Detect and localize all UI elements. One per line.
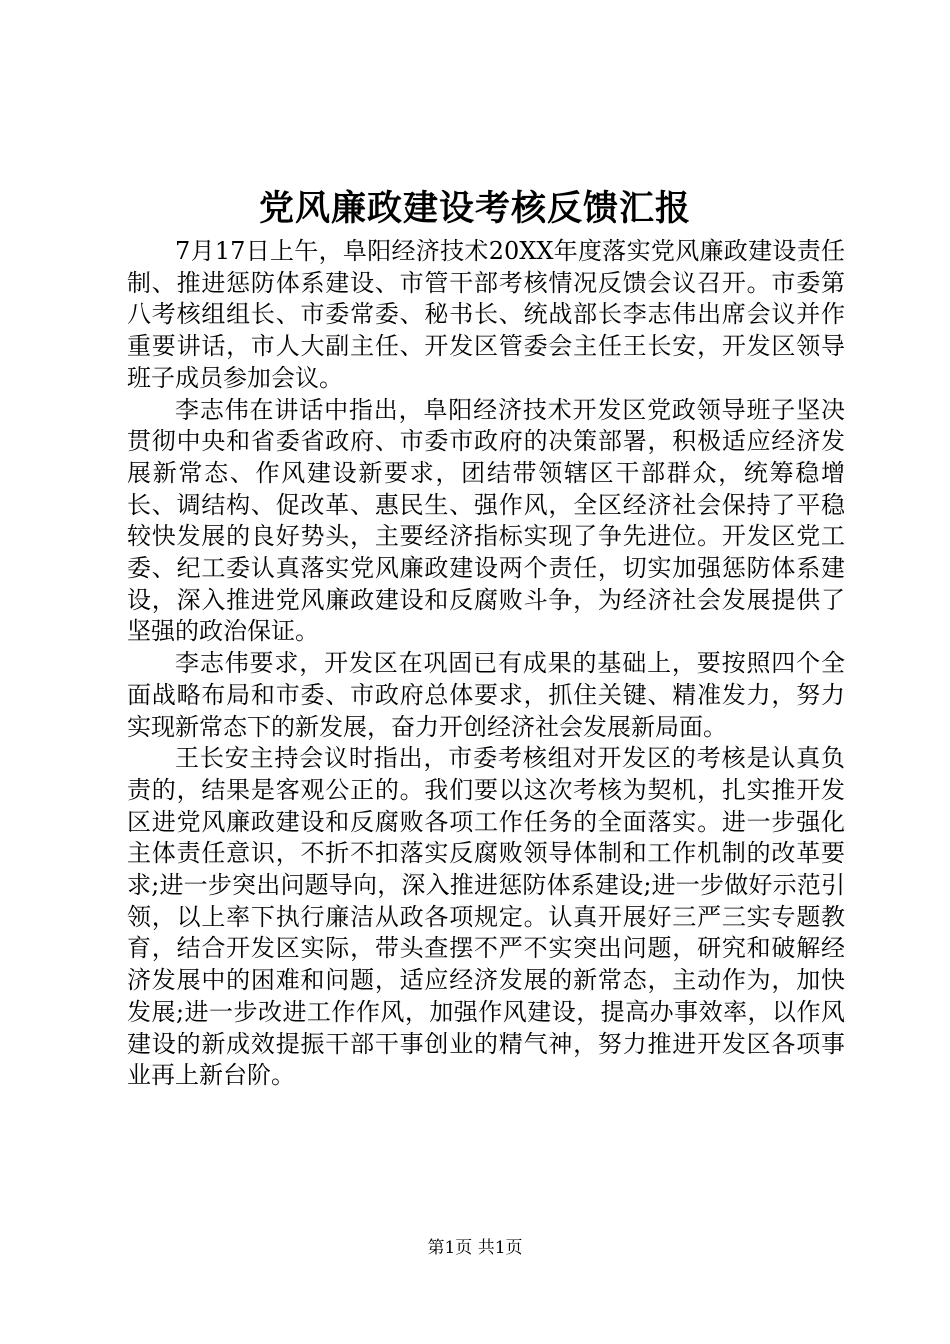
document-title: 党风廉政建设考核反馈汇报: [258, 188, 691, 229]
paragraph-4: 王长安主持会议时指出，市委考核组对开发区的考核是认真负责的，结果是客观公正的。我们要以这次考核为契机，扎实推开发区进党风廉政建设和反腐败各项工作任务的全面落实。进一步强化主体责任意识，不折不扣落实反腐败领导体制和工作机制的改革要求;进一步突出问题导向，深入推进惩防体系建设;进一步做好示范引领，以上率下执行廉洁从政各项规定。认真开展好三严三实专题教育，结合开发区实际，带头查摆不严不实突出问题，研究和破解经济发展中的困难和问题，适应经济发展的新常态，主动作为，加快发展;进一步改进工作作风，加强作风建设，提高办事效率，以作风建设的新成效提振干部干事创业的精气神，努力推进开发区各项事业再上新台阶。: [127, 744, 845, 1090]
paragraph-1: 7月17日上午，阜阳经济技术20XX年度落实党风廉政建设责任制、推进惩防体系建设、市管干部考核情况反馈会议召开。市委第八考核组组长、市委常委、秘书长、统战部长李志伟出席会议并作重要讲话，市人大副主任、开发区管委会主任王长安，开发区领导班子成员参加会议。: [127, 237, 845, 392]
page-footer: 第1页 共1页: [427, 1238, 523, 1258]
paragraph-2: 李志伟在讲话中指出，阜阳经济技术开发区党政领导班子坚决贯彻中央和省委省政府、市委市政府的决策部署，积极适应经济发展新常态、作风建设新要求，团结带领辖区干部群众，统筹稳增长、调结构、促改革、惠民生、强作风，全区经济社会保持了平稳较快发展的良好势头，主要经济指标实现了争先进位。开发区党工委、纪工委认真落实党风廉政建设两个责任，切实加强惩防体系建设，深入推进党风廉政建设和反腐败斗争，为经济社会发展提供了坚强的政治保证。: [127, 395, 845, 646]
paragraph-3: 李志伟要求，开发区在巩固已有成果的基础上，要按照四个全面战略布局和市委、市政府总体要求，抓住关键、精准发力，努力实现新常态下的新发展，奋力开创经济社会发展新局面。: [127, 649, 845, 741]
document-body: [127, 236, 845, 1092]
